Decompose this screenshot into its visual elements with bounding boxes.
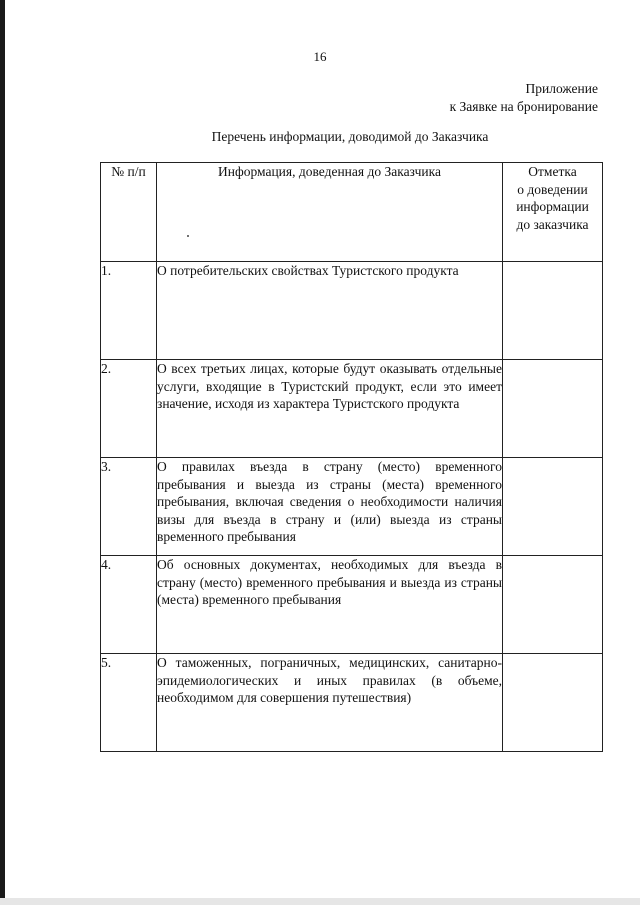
page-number: 16 bbox=[313, 49, 327, 64]
header-mark bbox=[503, 163, 603, 262]
header-information bbox=[157, 163, 503, 262]
row-mark bbox=[503, 654, 603, 752]
header-number: № п/п bbox=[101, 163, 157, 262]
appendix-line-2: к Заявке на бронирование bbox=[449, 99, 598, 114]
header-mark-line-3: информации bbox=[516, 199, 589, 214]
row-mark bbox=[503, 360, 603, 458]
row-information: О потребительских свойствах Туристского продукта bbox=[157, 262, 503, 360]
row-information: О правилах въезда в страну (место) временного пребывания и выезда из страны (места) временного пребывания, включая сведения о необходимости наличия визы для въезда в страну и (или) выезда из страны временного пребывания bbox=[157, 458, 503, 556]
row-number: 1. bbox=[101, 262, 157, 360]
scan-edge-bottom bbox=[0, 898, 640, 905]
row-mark bbox=[503, 262, 603, 360]
header-mark-line-2: о доведении bbox=[517, 181, 588, 197]
row-number: 3. bbox=[101, 458, 157, 556]
row-number: 4. bbox=[101, 556, 157, 654]
row-mark bbox=[503, 458, 603, 556]
header-mark-line-4: до заказчика bbox=[516, 216, 589, 232]
header-mark-line-1: Отметка bbox=[528, 164, 577, 179]
appendix-note bbox=[450, 80, 598, 116]
scan-speck bbox=[187, 235, 189, 237]
document-title: Перечень информации, доводимой до Заказчика bbox=[211, 129, 489, 144]
table-row bbox=[101, 458, 603, 556]
row-mark bbox=[503, 556, 603, 654]
row-information: Об основных документах, необходимых для въезда в страну (место) временного пребывания и выезда из страны (места) временного пребывания bbox=[157, 556, 503, 654]
table-row bbox=[101, 360, 603, 458]
appendix-line-1: Приложение bbox=[525, 81, 598, 96]
header-information-label: Информация, доведенная до Заказчика bbox=[217, 164, 441, 179]
table-row bbox=[101, 654, 603, 752]
table-header-row bbox=[101, 163, 603, 262]
row-information: О всех третьих лицах, которые будут оказывать отдельные услуги, входящие в Туристский продукт, если это имеет значение, исходя из характера Туристского продукта bbox=[157, 360, 503, 458]
information-table bbox=[100, 162, 603, 752]
table-row bbox=[101, 556, 603, 654]
row-number: 2. bbox=[101, 360, 157, 458]
row-information: О таможенных, пограничных, медицинских, санитарно-эпидемиологических и иных правилах (в объеме, необходимом для совершения путешествия) bbox=[157, 654, 503, 752]
table-row bbox=[101, 262, 603, 360]
row-number: 5. bbox=[101, 654, 157, 752]
